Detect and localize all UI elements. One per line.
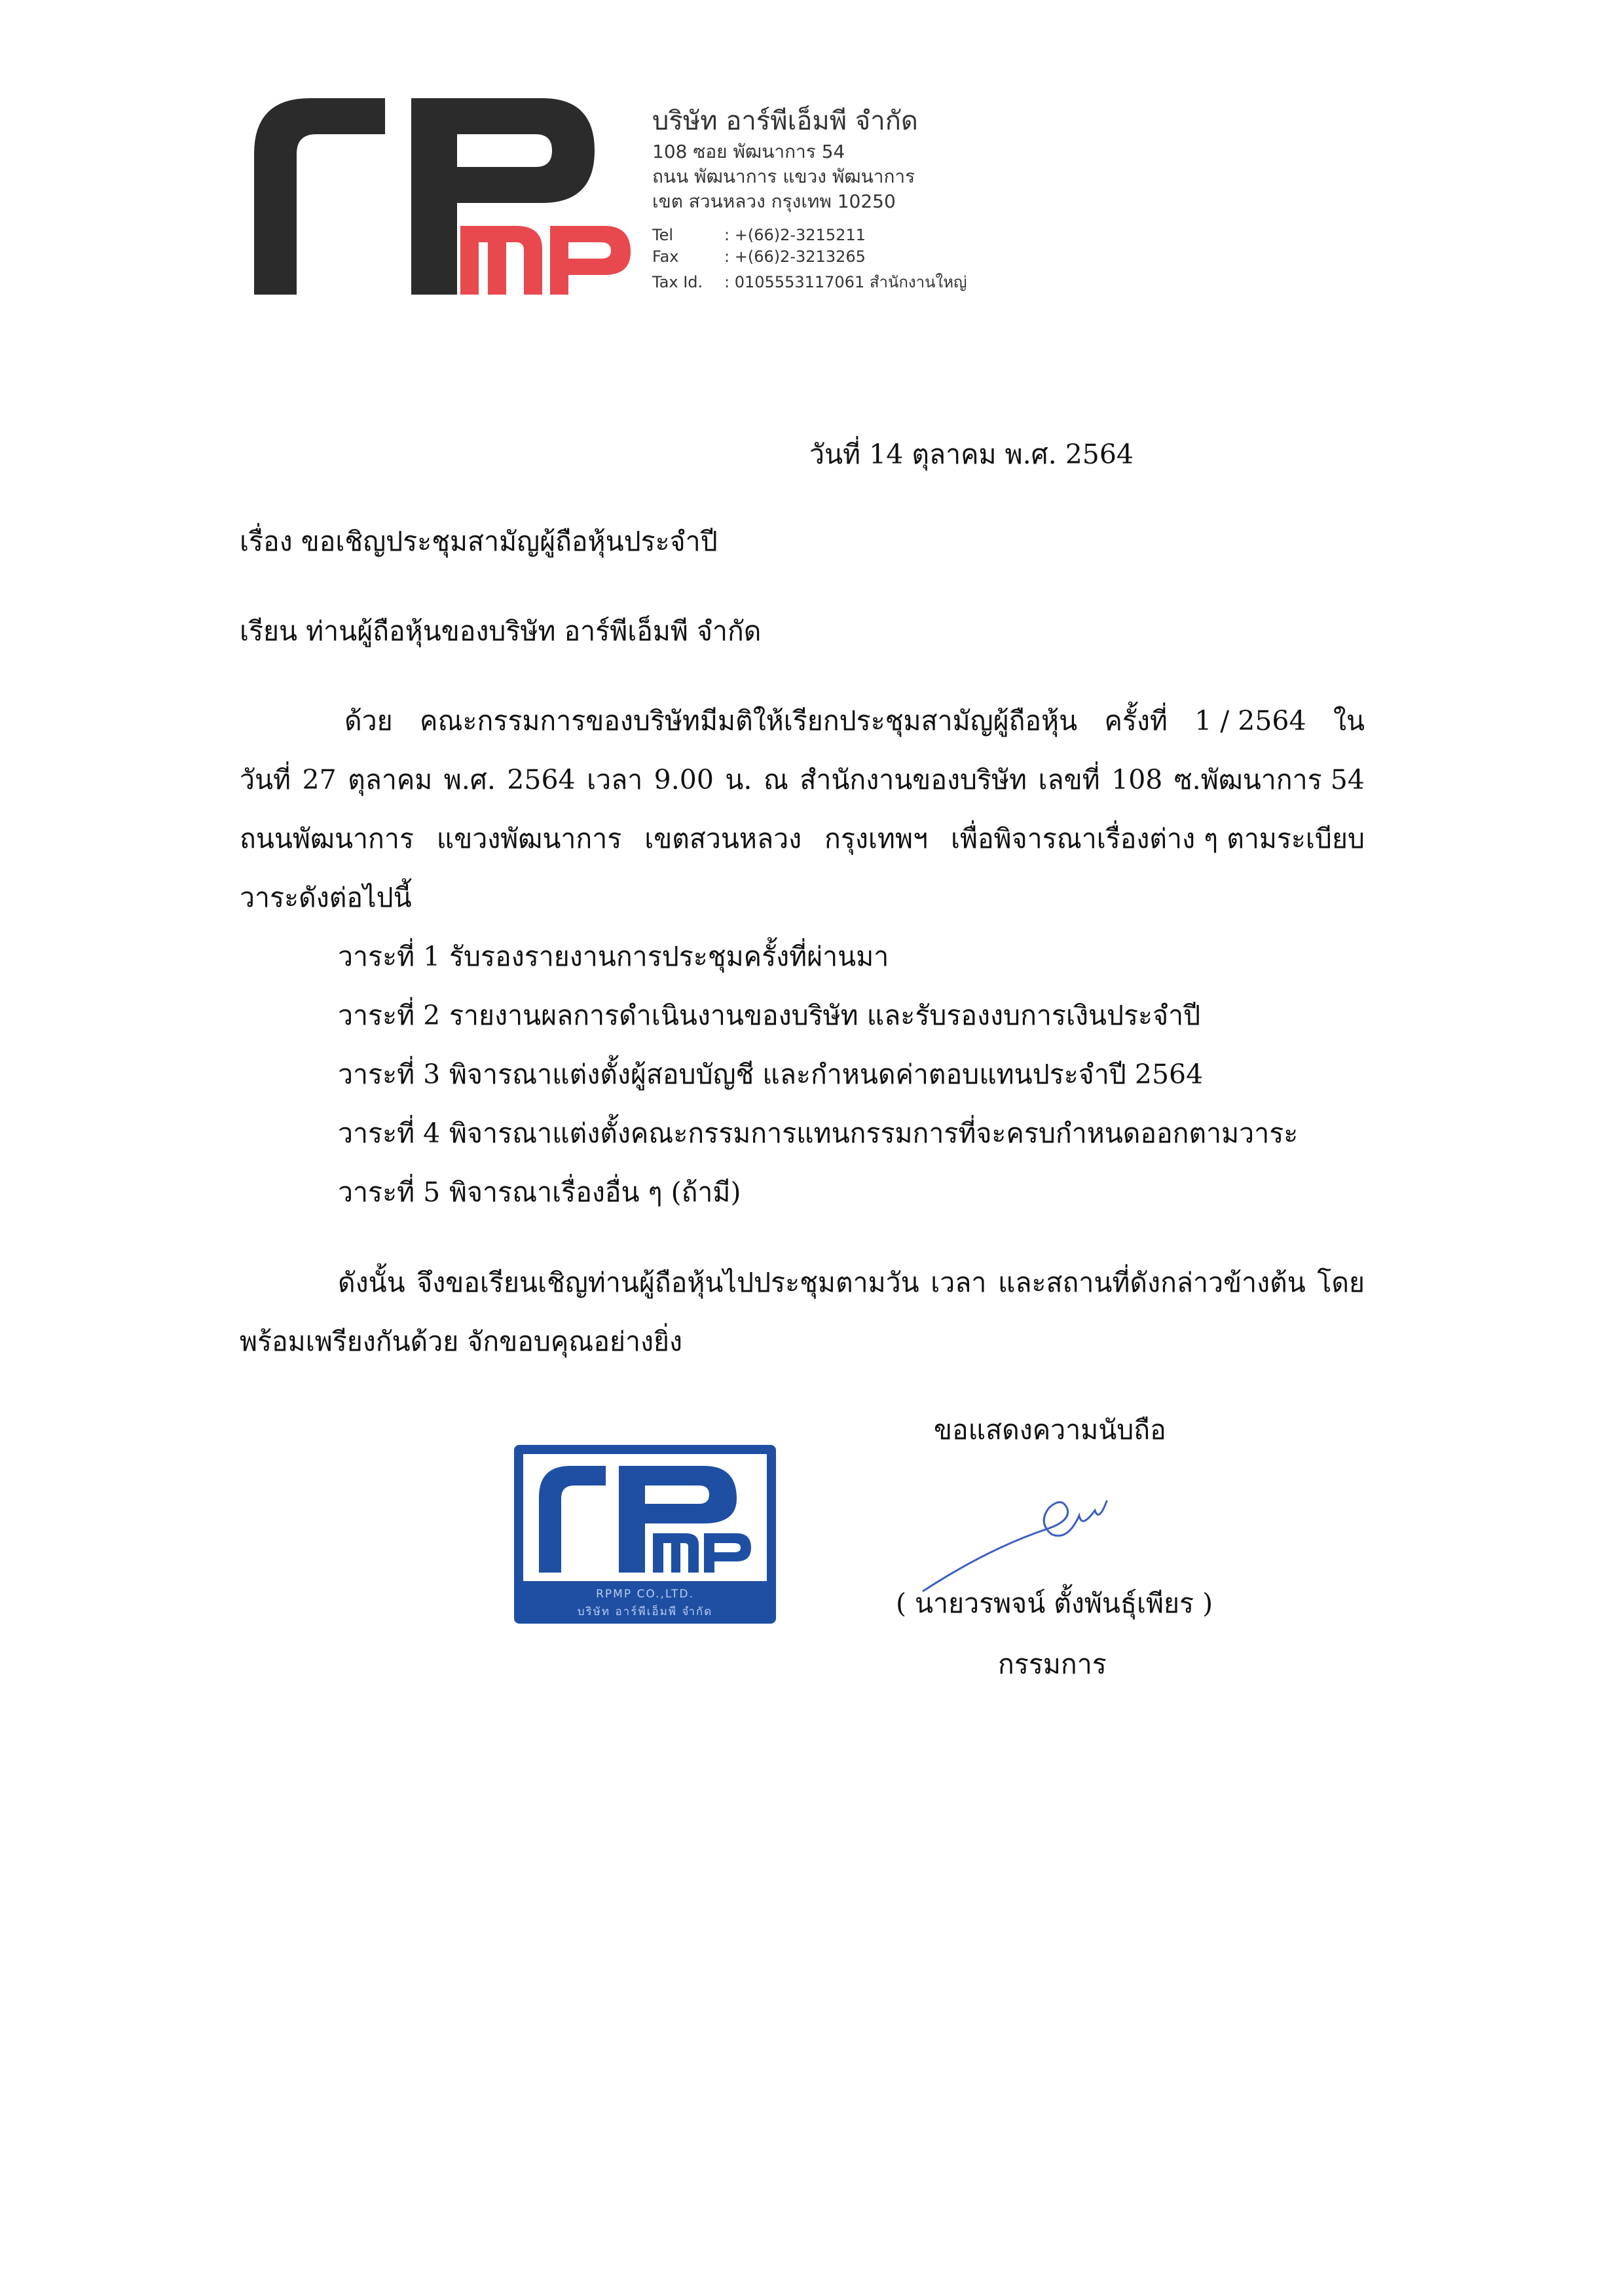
word: ตุลาคม	[348, 764, 433, 795]
word: จึงขอเรียนเชิญท่านผู้ถือหุ้นไปประชุมตามวัน	[416, 1267, 919, 1298]
word: ซ.พัฒนาการ 54	[1173, 764, 1365, 795]
word: คณะกรรมการของบริษัทมีมติให้เรียกประชุมสามัญผู้ถือหุ้น	[420, 705, 1078, 737]
word: โดย	[1317, 1267, 1365, 1298]
word: น.	[725, 764, 752, 795]
agenda-number: วาระที่ 4	[338, 1118, 441, 1149]
word: วันที่	[240, 764, 291, 795]
signer-position: กรรมการ	[998, 1649, 1107, 1680]
agenda-text: รับรองรายงานการประชุมครั้งที่ผ่านมา	[449, 941, 889, 972]
company-stamp	[514, 1445, 776, 1624]
address-line-2: ถนน พัฒนาการ แขวง พัฒนาการ	[652, 166, 915, 187]
word: 9.00	[654, 764, 714, 795]
agenda-item	[338, 1118, 1298, 1150]
agenda-text: พิจารณาแต่งตั้งคณะกรรมการแทนกรรมการที่จะครบกำหนดออกตามวาระ	[449, 1118, 1299, 1149]
tel-value: : +(66)2-3215211	[724, 226, 866, 244]
closing-line-2: พร้อมเพรียงกันด้วย จักขอบคุณอย่างยิ่ง	[240, 1326, 683, 1357]
agenda-item	[338, 1059, 1203, 1091]
closing-line-1	[338, 1267, 1365, 1299]
agenda-number: วาระที่ 2	[338, 1000, 441, 1031]
stamp-company-name-thai: บริษัท อาร์พีเอ็มพี จำกัด	[577, 1605, 713, 1618]
regards: ขอแสดงความนับถือ	[934, 1414, 1166, 1446]
company-logo	[254, 98, 634, 295]
agenda-text: รายงานผลการดำเนินงานของบริษัท และรับรองงบการเงินประจำปี	[449, 1000, 1201, 1031]
letter-date: วันที่ 14 ตุลาคม พ.ศ. 2564	[809, 439, 1134, 470]
word: เขตสวนหลวง	[644, 823, 802, 854]
word: ด้วย	[344, 705, 393, 737]
agenda-text: พิจารณาแต่งตั้งผู้สอบบัญชี และกำหนดค่าตอบแทนประจำปี 2564	[449, 1059, 1204, 1090]
address-line-3: เขต สวนหลวง กรุงเทพ 10250	[652, 191, 896, 212]
word: ณ	[763, 764, 788, 795]
word: 27	[302, 764, 337, 795]
word: เวลา	[931, 1267, 987, 1298]
word: 108	[1111, 764, 1163, 795]
agenda-number: วาระที่ 1	[338, 941, 441, 972]
company-name: บริษัท อาร์พีเอ็มพี จำกัด	[652, 106, 918, 136]
word: และสถานที่ดังกล่าวข้างต้น	[997, 1267, 1306, 1298]
fax-label: Fax	[652, 247, 679, 266]
paragraph-1-line-2	[240, 764, 1365, 796]
signature	[910, 1470, 1146, 1601]
word: ถนนพัฒนาการ	[240, 823, 414, 854]
agenda-number: วาระที่ 3	[338, 1059, 441, 1090]
fax	[652, 247, 866, 266]
tax-id	[652, 269, 967, 295]
word: 1 / 2564	[1194, 705, 1306, 737]
stamp-company-name: RPMP CO.,LTD.	[596, 1588, 694, 1601]
letter-subject: เรื่อง ขอเชิญประชุมสามัญผู้ถือหุ้นประจำปี	[240, 526, 718, 557]
agenda-item	[338, 941, 889, 973]
taxid-value: : 0105553117061 สำนักงานใหญ่	[724, 273, 967, 291]
agenda-item	[338, 1000, 1200, 1032]
paragraph-1-line-4: วาระดังต่อไปนี้	[240, 882, 412, 913]
word: เลขที่	[1038, 764, 1100, 795]
agenda-text: พิจารณาเรื่องอื่น ๆ (ถ้ามี)	[449, 1176, 741, 1208]
letter-salutation: เรียน ท่านผู้ถือหุ้นของบริษัท อาร์พีเอ็มพี จำกัด	[240, 615, 762, 647]
telephone	[652, 226, 866, 244]
word: สำนักงานของบริษัท	[800, 764, 1027, 795]
paragraph-1-line-1	[344, 705, 1365, 737]
word: กรุงเทพฯ	[824, 823, 929, 854]
word: ครั้งที่	[1104, 705, 1168, 737]
fax-value: : +(66)2-3213265	[724, 247, 866, 266]
paragraph-1-line-3	[240, 823, 1365, 855]
address-line-1: 108 ซอย พัฒนาการ 54	[652, 141, 845, 162]
word: 2564	[507, 764, 576, 795]
agenda-item	[338, 1176, 741, 1209]
word: เวลา	[587, 764, 643, 795]
word: พ.ศ.	[443, 764, 496, 795]
word: ใน	[1333, 705, 1365, 737]
word: ดังนั้น	[338, 1267, 405, 1298]
taxid-label: Tax Id.	[652, 273, 703, 291]
signer-name: ( นายวรพจน์ ตั้งพันธุ์เพียร )	[896, 1588, 1213, 1619]
tel-label: Tel	[652, 226, 674, 244]
agenda-number: วาระที่ 5	[338, 1176, 441, 1208]
word: แขวงพัฒนาการ	[436, 823, 622, 854]
word: เพื่อพิจารณาเรื่องต่าง ๆ ตามระเบียบ	[950, 823, 1365, 854]
